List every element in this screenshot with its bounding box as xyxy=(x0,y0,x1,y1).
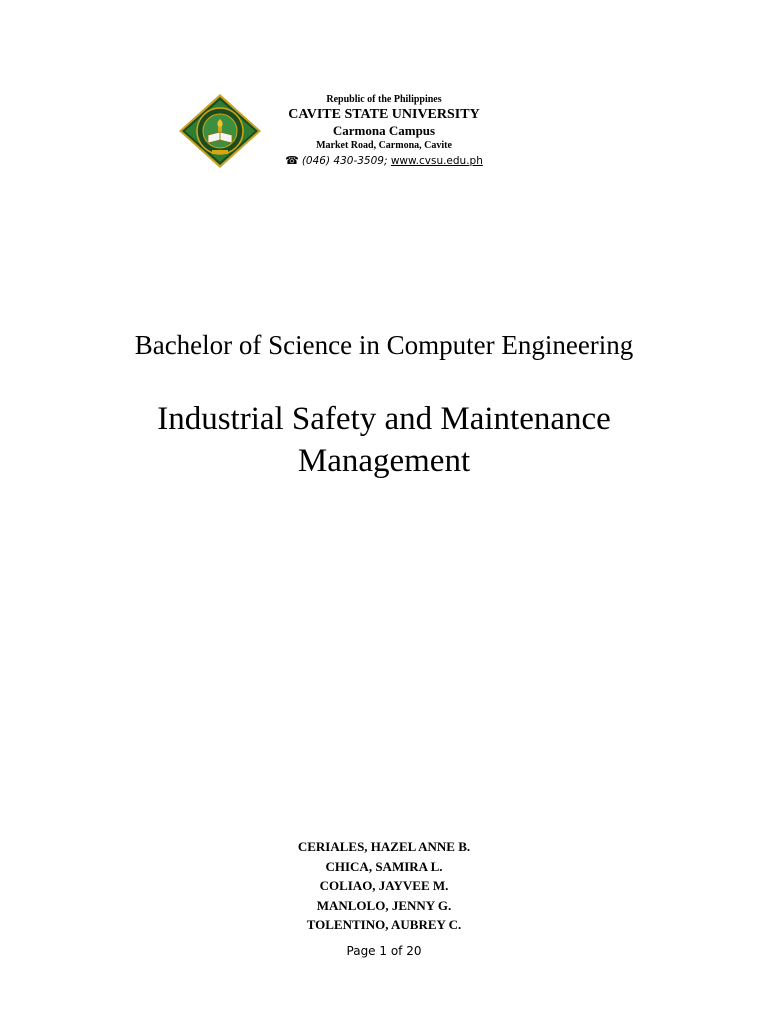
telephone-icon: ☎ xyxy=(285,154,299,167)
website-link[interactable]: www.cvsu.edu.ph xyxy=(390,155,483,167)
course-title: Industrial Safety and Maintenance Management xyxy=(157,401,611,479)
author-list xyxy=(0,837,768,935)
cvsu-seal-logo xyxy=(178,93,262,169)
author-name: MANLOLO, JENNY G. xyxy=(316,897,452,913)
letterhead-text xyxy=(272,94,496,169)
republic-line: Republic of the Philippines xyxy=(326,94,442,105)
letterhead xyxy=(0,0,768,180)
university-name: CAVITE STATE UNIVERSITY xyxy=(288,107,480,122)
author-name: TOLENTINO, AUBREY C. xyxy=(306,917,462,932)
page-number: Page 1 of 20 xyxy=(346,944,422,958)
campus-name: Carmona Campus xyxy=(332,123,436,138)
contact-line xyxy=(272,153,496,169)
phone-number: (046) 430-3509; xyxy=(301,155,388,167)
author-name: CERIALES, HAZEL ANNE B. xyxy=(297,839,471,854)
author-name: COLIAO, JAYVEE M. xyxy=(319,878,449,893)
author-name: CHICA, SAMIRA L. xyxy=(325,858,443,874)
degree-program: Bachelor of Science in Computer Engineering xyxy=(134,330,634,360)
campus-address: Market Road, Carmona, Cavite xyxy=(316,140,452,151)
